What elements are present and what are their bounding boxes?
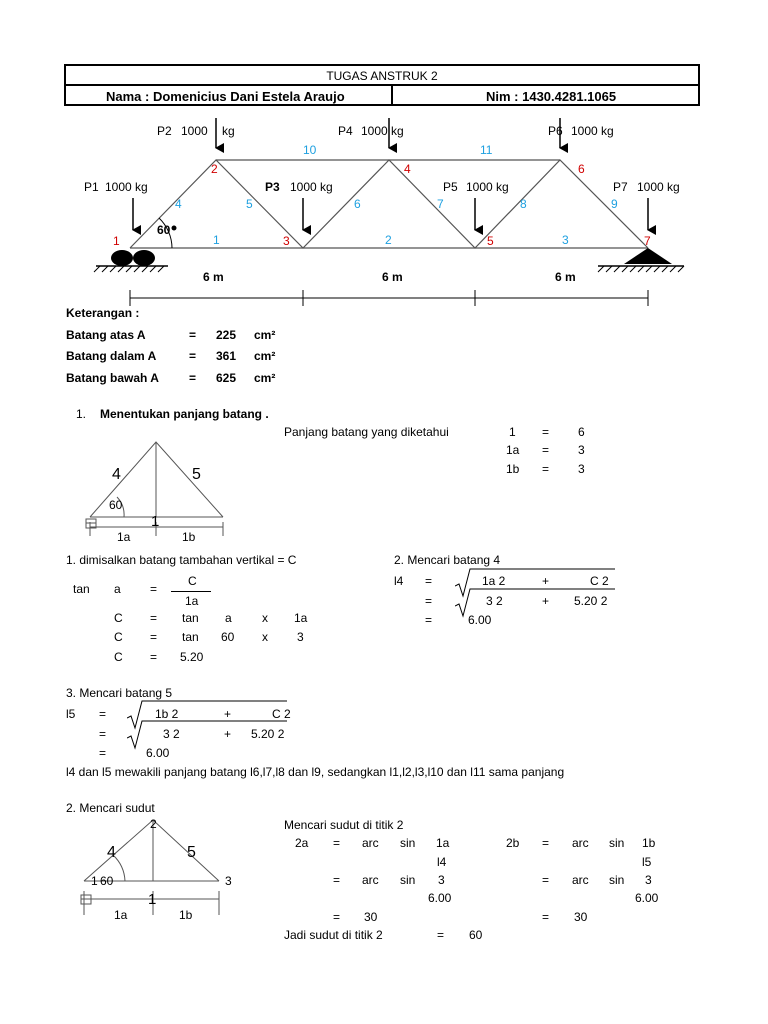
b-arc-2: arc: [572, 873, 589, 887]
known-eq-3: =: [542, 462, 550, 476]
load-p7-label: P7: [613, 180, 628, 194]
load-p5-value: 1000 kg: [466, 180, 509, 194]
known-v-3: 3: [578, 462, 585, 476]
load-p2-label: P2: [157, 124, 172, 138]
roller-support: [94, 250, 168, 272]
l5-5202: 5.20 2: [251, 727, 285, 741]
node-7: 7: [644, 234, 651, 248]
node-5: 5: [487, 234, 494, 248]
node-3: 3: [283, 234, 290, 248]
member-2: 2: [385, 233, 392, 247]
fig1-member-1: 1: [151, 513, 160, 530]
student-nim: Nim : 1430.4281.1065: [486, 89, 617, 104]
a-arc-1: arc: [362, 836, 379, 850]
triangle-figure-2: [80, 815, 240, 925]
l4-eq-3: =: [425, 613, 433, 627]
span-2: 6 m: [382, 270, 403, 284]
fig2-member-1: 1: [148, 891, 157, 908]
a-label: 2a: [295, 836, 309, 850]
b-result: 30: [574, 910, 588, 924]
sub1-title: 1. dimisalkan batang tambahan vertikal = C: [66, 553, 297, 567]
node-6: 6: [578, 162, 585, 176]
fig1-member-4: 4: [112, 466, 121, 483]
fig2-node-3: 3: [225, 874, 232, 888]
b-eq-1: =: [542, 836, 550, 850]
c1-tan: tan: [182, 611, 199, 625]
conclusion-eq: =: [437, 928, 445, 942]
member-7: 7: [437, 197, 444, 211]
c1-c: C: [114, 611, 123, 625]
tan-a: a: [114, 582, 121, 596]
s1-number: 1.: [76, 407, 87, 421]
conclusion-text: Jadi sudut di titik 2: [284, 928, 383, 942]
s1-title: Menentukan panjang batang .: [100, 407, 269, 421]
member-3: 3: [562, 233, 569, 247]
c2-60: 60: [221, 630, 235, 644]
c1-a: a: [225, 611, 232, 625]
length-note: l4 dan l5 mewakili panjang batang l6,l7,l8 dan l9, sedangkan l1,l2,l3,l10 dan l11 sama panjang: [66, 765, 565, 779]
ket-val-3: 625: [216, 371, 237, 385]
l4-plus-1: +: [542, 574, 550, 588]
l4-c2: C 2: [590, 574, 609, 588]
b-sin-1: sin: [609, 836, 625, 850]
b-label: 2b: [506, 836, 520, 850]
fig1-span-1a: 1a: [117, 530, 131, 544]
load-p6-value: 1000 kg: [571, 124, 614, 138]
load-p5-label: P5: [443, 180, 458, 194]
known-k-3: 1b: [506, 462, 520, 476]
ket-eq-1: =: [189, 328, 197, 342]
fig1-member-5: 5: [192, 466, 201, 483]
ket-label-1: Batang atas A: [66, 328, 146, 342]
ket-label-3: Batang bawah A: [66, 371, 159, 385]
keterangan-title: Keterangan :: [66, 306, 140, 320]
b-num-2: 3: [645, 873, 652, 887]
s1-known-label: Panjang batang yang diketahui: [284, 425, 449, 439]
load-p7-value: 1000 kg: [637, 180, 680, 194]
member-10: 10: [303, 143, 317, 157]
pin-support: [598, 248, 684, 272]
ket-eq-2: =: [189, 349, 197, 363]
c2-c: C: [114, 630, 123, 644]
fig2-member-5: 5: [187, 844, 196, 861]
a-num-1: 1a: [436, 836, 450, 850]
l4-plus-2: +: [542, 594, 550, 608]
l4-1a2: 1a 2: [482, 574, 506, 588]
a-den-1: l4: [437, 855, 447, 869]
fig2-angle: 60: [100, 874, 114, 888]
member-5: 5: [246, 197, 253, 211]
s2-title: 2. Mencari sudut: [66, 801, 155, 815]
b-arc-1: arc: [572, 836, 589, 850]
c3-eq: =: [150, 650, 158, 664]
load-p1-label: P1: [84, 180, 99, 194]
c1-eq: =: [150, 611, 158, 625]
known-k-1: 1: [509, 425, 516, 439]
known-v-2: 3: [578, 443, 585, 457]
c1-1a: 1a: [294, 611, 308, 625]
a-result: 30: [364, 910, 378, 924]
sub2-title: 2. Mencari batang 4: [394, 553, 501, 567]
a-arc-2: arc: [362, 873, 379, 887]
load-p6-label: P6: [548, 124, 563, 138]
load-p2-value: 1000: [181, 124, 208, 138]
fig2-node-1: 1: [91, 874, 98, 888]
c2-3: 3: [297, 630, 304, 644]
c2-x: x: [262, 630, 268, 644]
l5-eq-1: =: [99, 707, 107, 721]
ket-val-1: 225: [216, 328, 237, 342]
member-11: 11: [480, 143, 493, 157]
b-den-1: l5: [642, 855, 652, 869]
c2-eq: =: [150, 630, 158, 644]
member-6: 6: [354, 197, 361, 211]
l4-32: 3 2: [486, 594, 503, 608]
known-v-1: 6: [578, 425, 585, 439]
a-eq-3: =: [333, 910, 341, 924]
a-eq-2: =: [333, 873, 341, 887]
tan-num: C: [188, 574, 197, 588]
l5-eq-3: =: [99, 746, 107, 760]
tan-word: tan: [73, 582, 90, 596]
page-title: TUGAS ANSTRUK 2: [326, 69, 438, 83]
load-p4-label: P4: [338, 124, 353, 138]
span-1: 6 m: [203, 270, 224, 284]
a-sin-1: sin: [400, 836, 416, 850]
member-4: 4: [175, 197, 182, 211]
a-sin-2: sin: [400, 873, 416, 887]
triangle-figure-1: [80, 440, 240, 550]
known-k-2: 1a: [506, 443, 520, 457]
member-1: 1: [213, 233, 220, 247]
a-eq-1: =: [333, 836, 341, 850]
node-1: 1: [113, 234, 120, 248]
l5-label: l5: [66, 707, 76, 721]
load-p1-value: 1000 kg: [105, 180, 148, 194]
tan-fraction-bar: [171, 591, 211, 592]
fig1-span-1b: 1b: [182, 530, 196, 544]
b-num-1: 1b: [642, 836, 656, 850]
l5-plus-1: +: [224, 707, 232, 721]
fig1-angle: 60: [109, 498, 123, 512]
load-p3-value: 1000 kg: [290, 180, 333, 194]
l5-eq-2: =: [99, 727, 107, 741]
known-eq-1: =: [542, 425, 550, 439]
l5-c2: C 2: [272, 707, 291, 721]
l5-plus-2: +: [224, 727, 232, 741]
dimension-line: [130, 290, 648, 306]
ket-unit-1: cm²: [254, 328, 276, 342]
l4-eq-1: =: [425, 574, 433, 588]
student-name: Nama : Domenicius Dani Estela Araujo: [106, 89, 345, 104]
l5-1b2: 1b 2: [155, 707, 179, 721]
node-4: 4: [404, 162, 411, 176]
load-p3-label: P3: [265, 180, 280, 194]
l5-result: 6.00: [146, 746, 170, 760]
ket-unit-3: cm²: [254, 371, 276, 385]
angle-label: 60: [157, 223, 171, 237]
member-8: 8: [520, 197, 527, 211]
a-num-2: 3: [438, 873, 445, 887]
ket-eq-3: =: [189, 371, 197, 385]
c3-val: 5.20: [180, 650, 204, 664]
l4-5202: 5.20 2: [574, 594, 608, 608]
l4-result: 6.00: [468, 613, 492, 627]
b-eq-2: =: [542, 873, 550, 887]
ket-unit-2: cm²: [254, 349, 276, 363]
node-2: 2: [211, 162, 218, 176]
angle-calc-title: Mencari sudut di titik 2: [284, 818, 404, 832]
l5-32: 3 2: [163, 727, 180, 741]
conclusion-value: 60: [469, 928, 483, 942]
b-eq-3: =: [542, 910, 550, 924]
l4-eq-2: =: [425, 594, 433, 608]
ket-label-2: Batang dalam A: [66, 349, 157, 363]
load-p4-value: 1000 kg: [361, 124, 404, 138]
c1-x: x: [262, 611, 268, 625]
sub3-title: 3. Mencari batang 5: [66, 686, 173, 700]
l4-label: l4: [394, 574, 404, 588]
b-sin-2: sin: [609, 873, 625, 887]
member-9: 9: [611, 197, 618, 211]
b-den-2: 6.00: [635, 891, 659, 905]
c3-c: C: [114, 650, 123, 664]
angle-dot: [172, 226, 177, 231]
fig2-node-2: 2: [150, 817, 157, 831]
fig2-span-1a: 1a: [114, 908, 128, 922]
known-eq-2: =: [542, 443, 550, 457]
span-3: 6 m: [555, 270, 576, 284]
c2-tan: tan: [182, 630, 199, 644]
fig2-span-1b: 1b: [179, 908, 193, 922]
load-p2-unit: kg: [222, 124, 235, 138]
ket-val-2: 361: [216, 349, 237, 363]
a-den-2: 6.00: [428, 891, 452, 905]
tan-den: 1a: [185, 594, 199, 608]
tan-eq: =: [150, 582, 158, 596]
fig2-member-4: 4: [107, 844, 116, 861]
